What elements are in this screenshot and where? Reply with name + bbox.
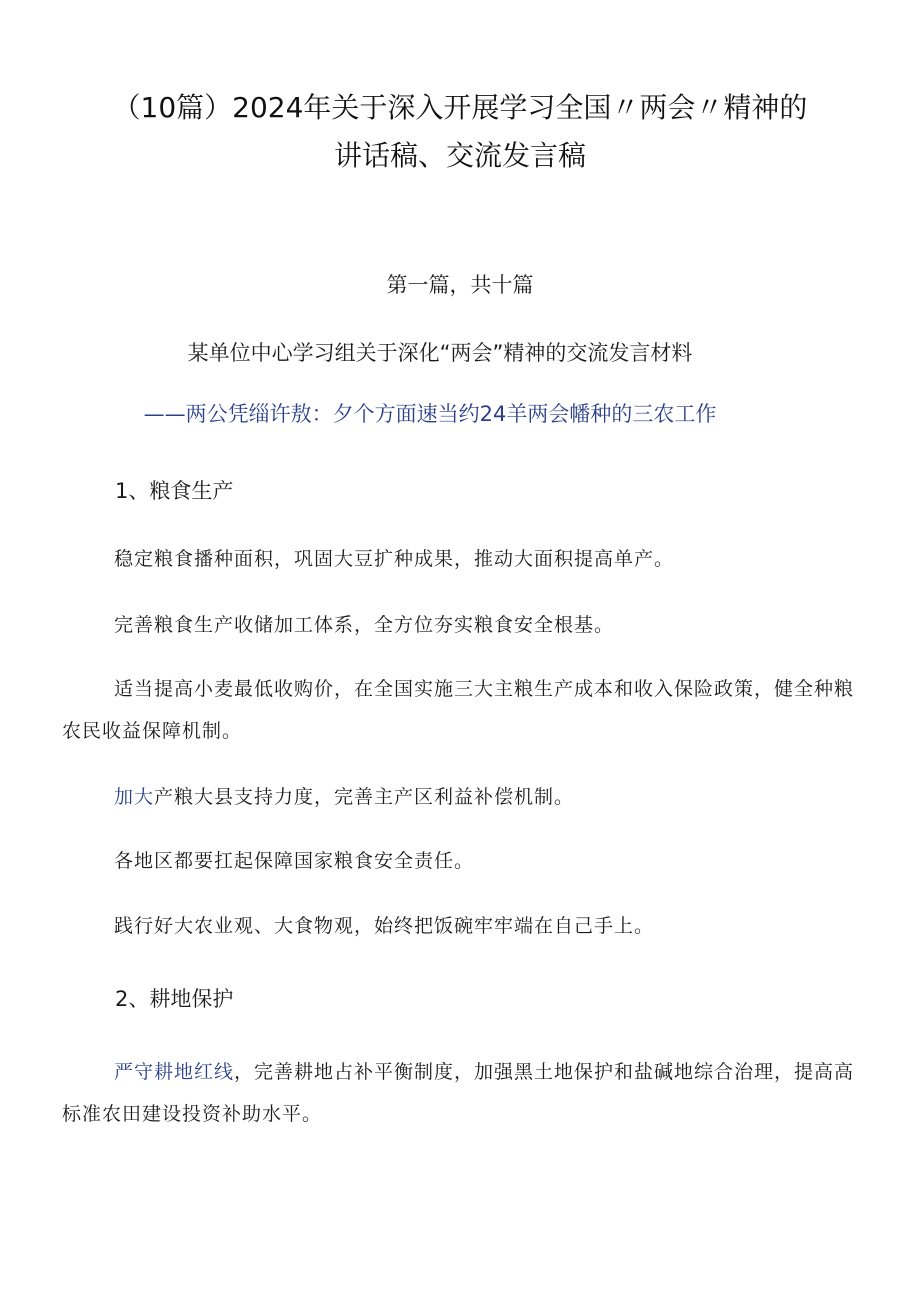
paragraph-text: 产粮大县支持力度，完善主产区利益补偿机制。	[154, 786, 575, 808]
paragraph	[62, 1051, 862, 1135]
paragraph	[62, 538, 862, 580]
paragraph-text: 完善粮食生产收储加工体系，全方位夯实粮食安全根基。	[114, 614, 615, 636]
article-title: 某单位中心学习组关于深化“两会”精神的交流发言材料	[187, 341, 693, 365]
paragraph-text: 各地区都要扛起保障国家粮食安全责任。	[114, 850, 475, 872]
paragraph	[62, 776, 862, 818]
paragraph-text: 践行好大农业观、大食物观，始终把饭碗牢牢端在自己手上。	[114, 915, 655, 937]
paragraph-text: 稳定粮食播种面积，巩固大豆扩种成果，推动大面积提高单产。	[114, 548, 675, 570]
paragraph	[62, 604, 862, 646]
article-subtitle: ——两公凭缁许敖：夕个方面速当约24羊两会幡种的三农工作	[143, 402, 717, 426]
document-title	[0, 84, 920, 180]
section-heading: 2、耕地保护	[115, 987, 234, 1011]
paragraph	[62, 668, 862, 752]
part-label: 第一篇，共十篇	[386, 273, 534, 297]
paragraph-lead: 加大	[114, 786, 155, 808]
document-title-line-2: 讲话稿、交流发言稿	[333, 139, 586, 172]
paragraph-text: 适当提高小麦最低收购价，在全国实施三大主粮生产成本和收入保险政策，健全种粮农民收益保障机制。	[62, 678, 855, 742]
paragraph-lead: 严守耕地红线	[114, 1061, 235, 1083]
document-title-line-1: （10篇）2024年关于深入开展学习全国〃两会〃精神的	[112, 91, 808, 124]
paragraph	[62, 840, 862, 882]
paragraph-text: ，完善耕地占补平衡制度，加强黑土地保护和盐碱地综合治理，提高高标准农田建设投资补助水平。	[62, 1061, 855, 1125]
section-heading: 1、粮食生产	[115, 479, 234, 503]
paragraph	[62, 905, 862, 947]
